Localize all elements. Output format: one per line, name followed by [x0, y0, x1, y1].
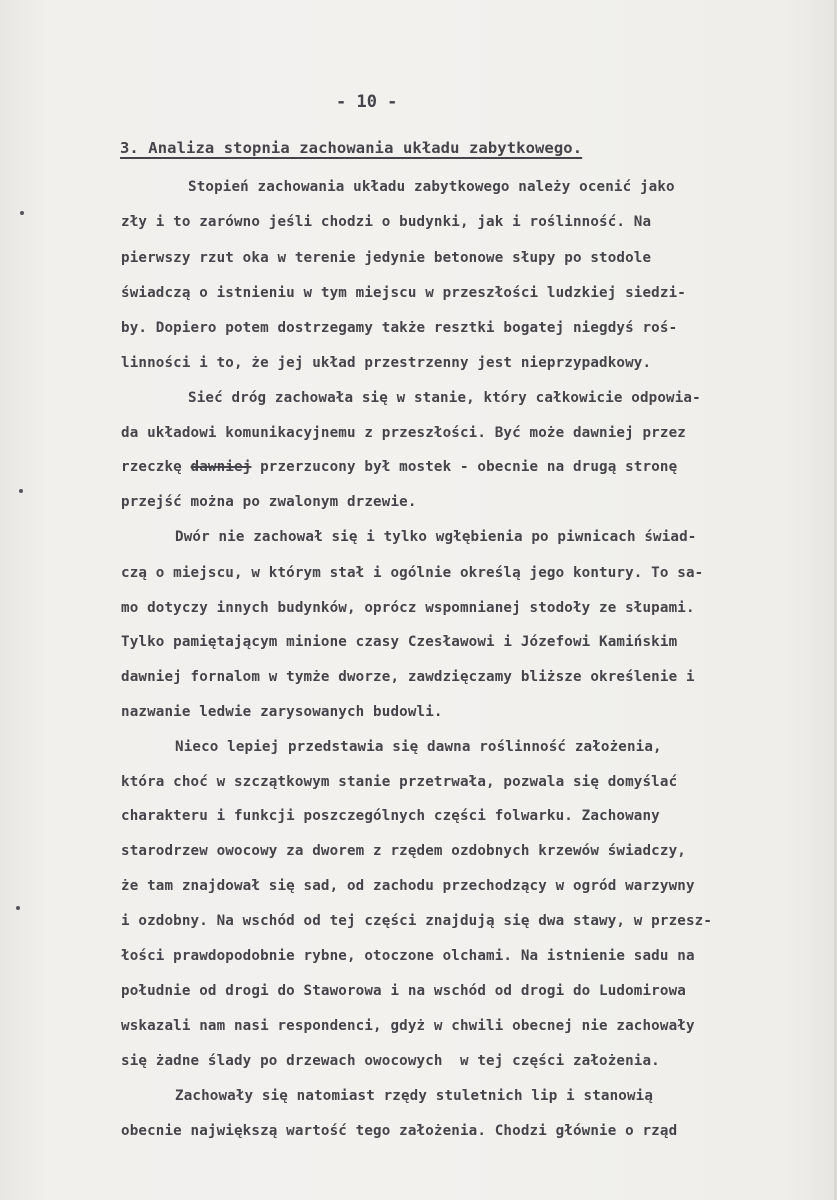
punch-hole-mark [20, 211, 24, 215]
section-heading: 3. Analiza stopnia zachowania układu zabytkowego. [120, 139, 583, 157]
struck-out-word: dawniej [190, 459, 252, 475]
body-line: się żadne ślady po drzewach owocowych w tej części założenia. [121, 1053, 660, 1069]
body-line: pierwszy rzut oka w terenie jedynie betonowe słupy po stodole [121, 250, 652, 266]
punch-hole-mark [19, 489, 23, 493]
body-line: Sieć dróg zachowała się w stanie, który całkowicie odpowia- [188, 390, 701, 406]
body-line: łości prawdopodobnie rybne, otoczone olchami. Na istnienie sadu na [121, 948, 695, 964]
body-line: która choć w szczątkowym stanie przetrwała, pozwala się domyślać [121, 774, 678, 790]
body-line: czą o miejscu, w którym stał i ogólnie określą jego kontury. To sa- [121, 565, 704, 581]
body-line: Tylko pamiętającym minione czasy Czesławowi i Józefowi Kamińskim [121, 634, 678, 650]
body-line: Dwór nie zachował się i tylko wgłębienia po piwnicach świad- [175, 529, 697, 545]
body-line: Zachowały się natomiast rzędy stuletnich lip i stanowią [175, 1088, 654, 1104]
body-text: przerzucony był mostek - obecnie na drugą stronę [251, 459, 678, 475]
body-line: Stopień zachowania układu zabytkowego należy ocenić jako [188, 179, 675, 195]
body-text: rzeczkę [121, 459, 191, 475]
body-line: dawniej fornalom w tymże dworze, zawdzięczamy bliższe określenie i [121, 669, 695, 685]
page-number: - 10 - [336, 92, 398, 112]
body-line: i ozdobny. Na wschód od tej części znajdują się dwa stawy, w przesz- [121, 913, 713, 929]
body-line: obecnie największą wartość tego założenia. Chodzi głównie o rząd [121, 1123, 678, 1139]
body-line: że tam znajdował się sad, od zachodu przechodzący w ogród warzywny [121, 878, 695, 894]
body-line: zły i to zarówno jeśli chodzi o budynki, jak i roślinność. Na [121, 214, 652, 230]
body-line: nazwanie ledwie zarysowanych budowli. [121, 704, 443, 720]
body-line: przejść można po zwalonym drzewie. [121, 494, 417, 510]
body-line: Nieco lepiej przedstawia się dawna roślinność założenia, [175, 739, 662, 755]
body-line [121, 454, 677, 480]
body-line: świadczą o istnieniu w tym miejscu w przeszłości ludzkiej siedzi- [121, 285, 686, 301]
body-line: linności i to, że jej układ przestrzenny jest nieprzypadkowy. [121, 355, 652, 371]
body-line: charakteru i funkcji poszczególnych części folwarku. Zachowany [121, 808, 660, 824]
body-line: wskazali nam nasi respondenci, gdyż w chwili obecnej nie zachowały [121, 1018, 695, 1034]
body-line: starodrzew owocowy za dworem z rzędem ozdobnych krzewów świadczy, [121, 843, 686, 859]
body-line: by. Dopiero potem dostrzegamy także resztki bogatej niegdyś roś- [121, 320, 678, 336]
body-line: południe od drogi do Staworowa i na wschód od drogi do Ludomirowa [121, 983, 686, 999]
body-line: da układowi komunikacyjnemu z przeszłości. Być może dawniej przez [121, 425, 686, 441]
punch-hole-mark [16, 906, 20, 910]
body-line: mo dotyczy innych budynków, oprócz wspomnianej stodoły ze słupami. [121, 600, 695, 616]
